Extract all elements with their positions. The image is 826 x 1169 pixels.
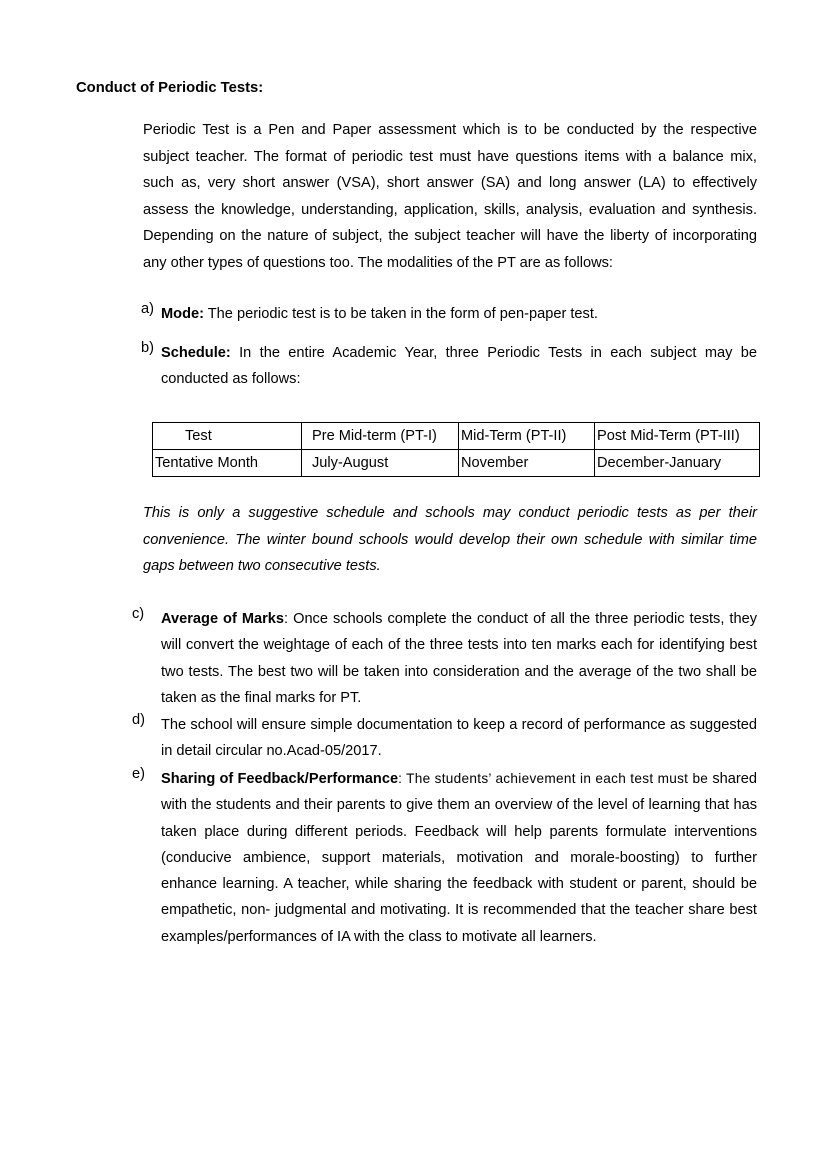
table-row <box>153 423 760 450</box>
table-cell: Post Mid-Term (PT-III) <box>595 423 760 450</box>
table-cell: Pre Mid-term (PT-I) <box>302 423 459 450</box>
list-item-lead: : The students’ achievement in each test must be <box>398 771 709 786</box>
table-cell: November <box>459 450 595 477</box>
list-marker: c) <box>132 606 145 622</box>
schedule-note: This is only a suggestive schedule and schools may conduct periodic tests as per their convenience. The winter bound schools would develop their own schedule with similar time gaps between two consecutive tests. <box>143 505 757 574</box>
list-marker: d) <box>132 712 145 728</box>
list-item-body: The school will ensure simple documentation to keep a record of performance as suggested in detail circular no.Acad-05/2017. <box>161 717 757 760</box>
list-item-body: In the entire Academic Year, three Periodic Tests in each subject may be conducted as follows: <box>161 345 757 388</box>
list-item-title: Mode: <box>161 306 204 322</box>
list-item-body: : Once schools complete the conduct of all the three periodic tests, they will convert the weightage of each of the three tests into ten marks each for identifying best two tests. The best two will be taken into consideration and the average of the two shall be taken as the final marks for PT. <box>161 611 757 706</box>
list-item-title: Average of Marks <box>161 611 285 627</box>
table-cell: Test <box>153 423 302 450</box>
list-item-body: The periodic test is to be taken in the form of pen-paper test. <box>203 306 598 322</box>
table-cell: July-August <box>302 450 459 477</box>
list-item-title: Schedule: <box>161 345 231 361</box>
list-item-schedule <box>141 340 757 393</box>
list-item-text <box>161 301 761 327</box>
list-item-documentation <box>132 712 757 765</box>
table-cell: December-January <box>595 450 760 477</box>
list-marker: b) <box>141 340 154 356</box>
schedule-table <box>152 422 760 477</box>
table-cell: Mid-Term (PT-II) <box>459 423 595 450</box>
list-item-body: shared with the students and their parents to give them an overview of the level of learning that has taken place during different periods. Feedback will help parents formulate interventions (conducive ambience, support materials, motivation and morale-boosting) to further enhance learning. A teacher, while sharing the feedback with student or parent, should be empathetic, non- judgmental and motivating. It is recommended that the teacher share best examples/performances of IA with the class to motivate all learners. <box>161 771 757 945</box>
table-cell: Tentative Month <box>153 450 302 477</box>
list-marker: e) <box>132 766 145 782</box>
table-row <box>153 450 760 477</box>
list-item-sharing-feedback <box>132 766 757 950</box>
intro-paragraph: Periodic Test is a Pen and Paper assessment which is to be conducted by the respective subject teacher. The format of periodic test must have questions items with a balance mix, such as, very short answer (VSA), short answer (SA) and long answer (LA) to effectively assess the knowledge, understanding, application, skills, analysis, evaluation and synthesis. Depending on the nature of subject, the subject teacher will have the liberty of incorporating any other types of questions too. The modalities of the PT are as follows: <box>143 122 757 271</box>
list-item-text <box>161 766 757 950</box>
list-item-mode <box>141 301 761 327</box>
list-item-title: Sharing of Feedback/Performance <box>161 771 399 787</box>
list-item-text <box>161 606 757 711</box>
list-item-text <box>161 340 757 393</box>
section-heading: Conduct of Periodic Tests: <box>76 80 264 96</box>
list-item-average-of-marks <box>132 606 757 711</box>
list-marker: a) <box>141 301 154 317</box>
